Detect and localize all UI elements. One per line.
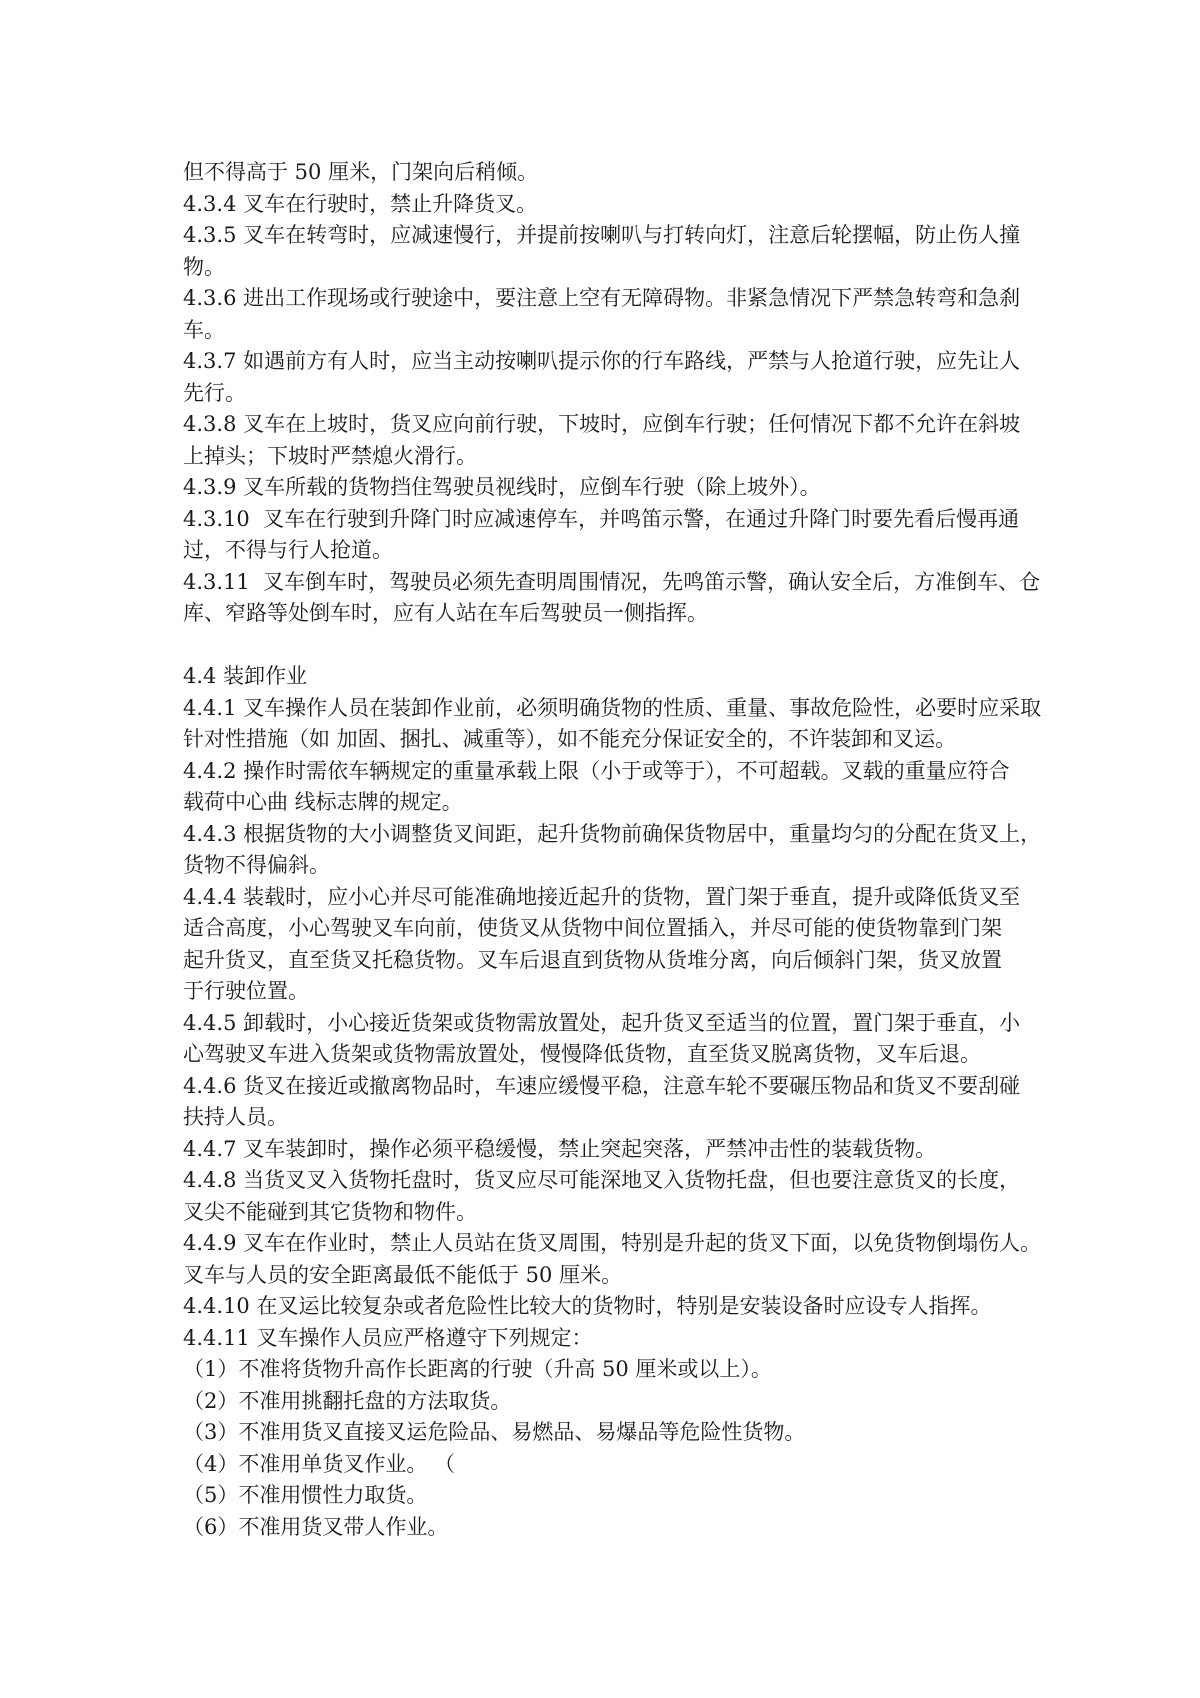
item-4-4-9-line: 4.4.9 叉车在作业时，禁止人员站在货叉周围，特别是升起的货叉下面，以免货物倒塌伤人。 (183, 1231, 1042, 1255)
rule-item-5: （5）不准用惯性力取货。 (183, 1483, 428, 1507)
item-4-4-10-line: 4.4.10 在叉运比较复杂或者危险性比较大的货物时，特别是安装设备时应设专人指挥。 (183, 1294, 992, 1318)
section-heading: 4.4 装卸作业 (183, 664, 308, 688)
item-4-4-2-line: 4.4.2 操作时需依车辆规定的重量承载上限（小于或等于），不可超载。叉载的重量应符合 (183, 758, 1010, 783)
item-4-3-9-line: 4.3.9 叉车所载的货物挡住驾驶员视线时，应倒车行驶（除上坡外）。 (183, 475, 821, 499)
blank-line (183, 630, 1173, 662)
item-4-3-11-line: 库、窄路等处倒车时，应有人站在车后驾驶员一侧指挥。 (183, 601, 708, 625)
rule-item-1: （1）不准将货物升高作长距离的行驶（升高 50 厘米或以上）。 (183, 1357, 772, 1381)
item-4-4-1-line: 4.4.1 叉车操作人员在装卸作业前，必须明确货物的性质、重量、事故危险性，必要时应采取 (183, 695, 1042, 720)
item-4-4-4-line: 4.4.4 装载时，应小心并尽可能准确地接近起升的货物，置门架于垂直，提升或降低货叉至 (183, 884, 1021, 909)
item-4-3-7-line: 先行。 (183, 380, 246, 405)
rule-item-2: （2）不准用挑翻托盘的方法取货。 (183, 1388, 512, 1413)
item-4-4-11-line: 4.4.11 叉车操作人员应严格遵守下列规定： (183, 1325, 593, 1350)
item-4-3-6-line: 4.3.6 进出工作现场或行驶途中，要注意上空有无障碍物。非紧急情况下严禁急转弯和急刹 (183, 286, 1021, 310)
item-4-3-6-line: 车。 (183, 317, 225, 342)
item-4-4-8-line: 叉尖不能碰到其它货物和物件。 (183, 1199, 477, 1224)
item-4-4-3-line: 4.4.3 根据货物的大小调整货叉间距，起升货物前确保货物居中，重量均匀的分配在货叉上， (183, 821, 1042, 846)
rule-item-4: （4）不准用单货叉作业。 （ (183, 1451, 456, 1476)
rule-item-6: （6）不准用货叉带人作业。 (183, 1514, 449, 1539)
item-4-4-3-line: 货物不得偏斜。 (183, 853, 330, 877)
item-4-4-4-line: 于行驶位置。 (183, 979, 309, 1003)
item-4-4-5-line: 4.4.5 卸载时，小心接近货架或货物需放置处，起升货叉至适当的位置，置门架于垂直，小 (183, 1010, 1021, 1035)
item-4-3-10-line: 过，不得与行人抢道。 (183, 538, 393, 562)
item-4-4-5-line: 心驾驶叉车进入货架或货物需放置处，慢慢降低货物，直至货叉脱离货物，叉车后退。 (183, 1042, 981, 1066)
item-4-4-4-line: 适合高度，小心驾驶叉车向前，使货叉从货物中间位置插入，并尽可能的使货物靠到门架 (183, 916, 1002, 940)
item-4-4-1-line: 针对性措施（如 加固、捆扎、减重等），如不能充分保证安全的，不许装卸和叉运。 (183, 727, 957, 751)
item-4-3-8-line: 4.3.8 叉车在上坡时，货叉应向前行驶，下坡时，应倒车行驶；任何情况下都不允许在斜坡 (183, 412, 1021, 436)
item-4-3-5-line: 物。 (183, 254, 225, 279)
item-4-4-2-line: 载荷中心曲 线标志牌的规定。 (183, 790, 463, 814)
item-4-4-9-line: 叉车与人员的安全距离最低不能低于 50 厘米。 (183, 1262, 623, 1287)
item-4-4-6-line: 4.4.6 货叉在接近或撤离物品时，车速应缓慢平稳，注意车轮不要碾压物品和货叉不要刮碰 (183, 1073, 1021, 1098)
item-4-3-4-line: 4.3.4 叉车在行驶时，禁止升降货叉。 (183, 191, 538, 216)
document-body (183, 157, 1173, 1543)
item-4-3-5-line: 4.3.5 叉车在转弯时，应减速慢行，并提前按喇叭与打转向灯，注意后轮摆幅，防止伤人撞 (183, 223, 1021, 247)
continuation-line: 但不得高于 50 厘米，门架向后稍倾。 (183, 160, 539, 184)
item-4-4-7-line: 4.4.7 叉车装卸时，操作必须平稳缓慢，禁止突起突落，严禁冲击性的装载货物。 (183, 1136, 937, 1161)
item-4-3-11-line: 4.3.11 叉车倒车时，驾驶员必须先查明周围情况，先鸣笛示警，确认安全后，方准倒车、仓 (183, 569, 1041, 594)
item-4-3-8-line: 上掉头；下坡时严禁熄火滑行。 (183, 443, 477, 468)
item-4-3-10-line: 4.3.10 叉车在行驶到升降门时应减速停车，并鸣笛示警，在通过升降门时要先看后慢再通 (183, 506, 1020, 531)
item-4-3-7-line: 4.3.7 如遇前方有人时，应当主动按喇叭提示你的行车路线，严禁与人抢道行驶，应先让人 (183, 349, 1021, 373)
rule-item-3: （3）不准用货叉直接叉运危险品、易燃品、易爆品等危险性货物。 (183, 1420, 806, 1444)
item-4-4-4-line: 起升货叉，直至货叉托稳货物。叉车后退直到货物从货堆分离，向后倾斜门架，货叉放置 (183, 947, 1002, 972)
item-4-4-6-line: 扶持人员。 (183, 1105, 288, 1129)
item-4-4-8-line: 4.4.8 当货叉叉入货物托盘时，货叉应尽可能深地叉入货物托盘，但也要注意货叉的长度， (183, 1168, 1021, 1192)
